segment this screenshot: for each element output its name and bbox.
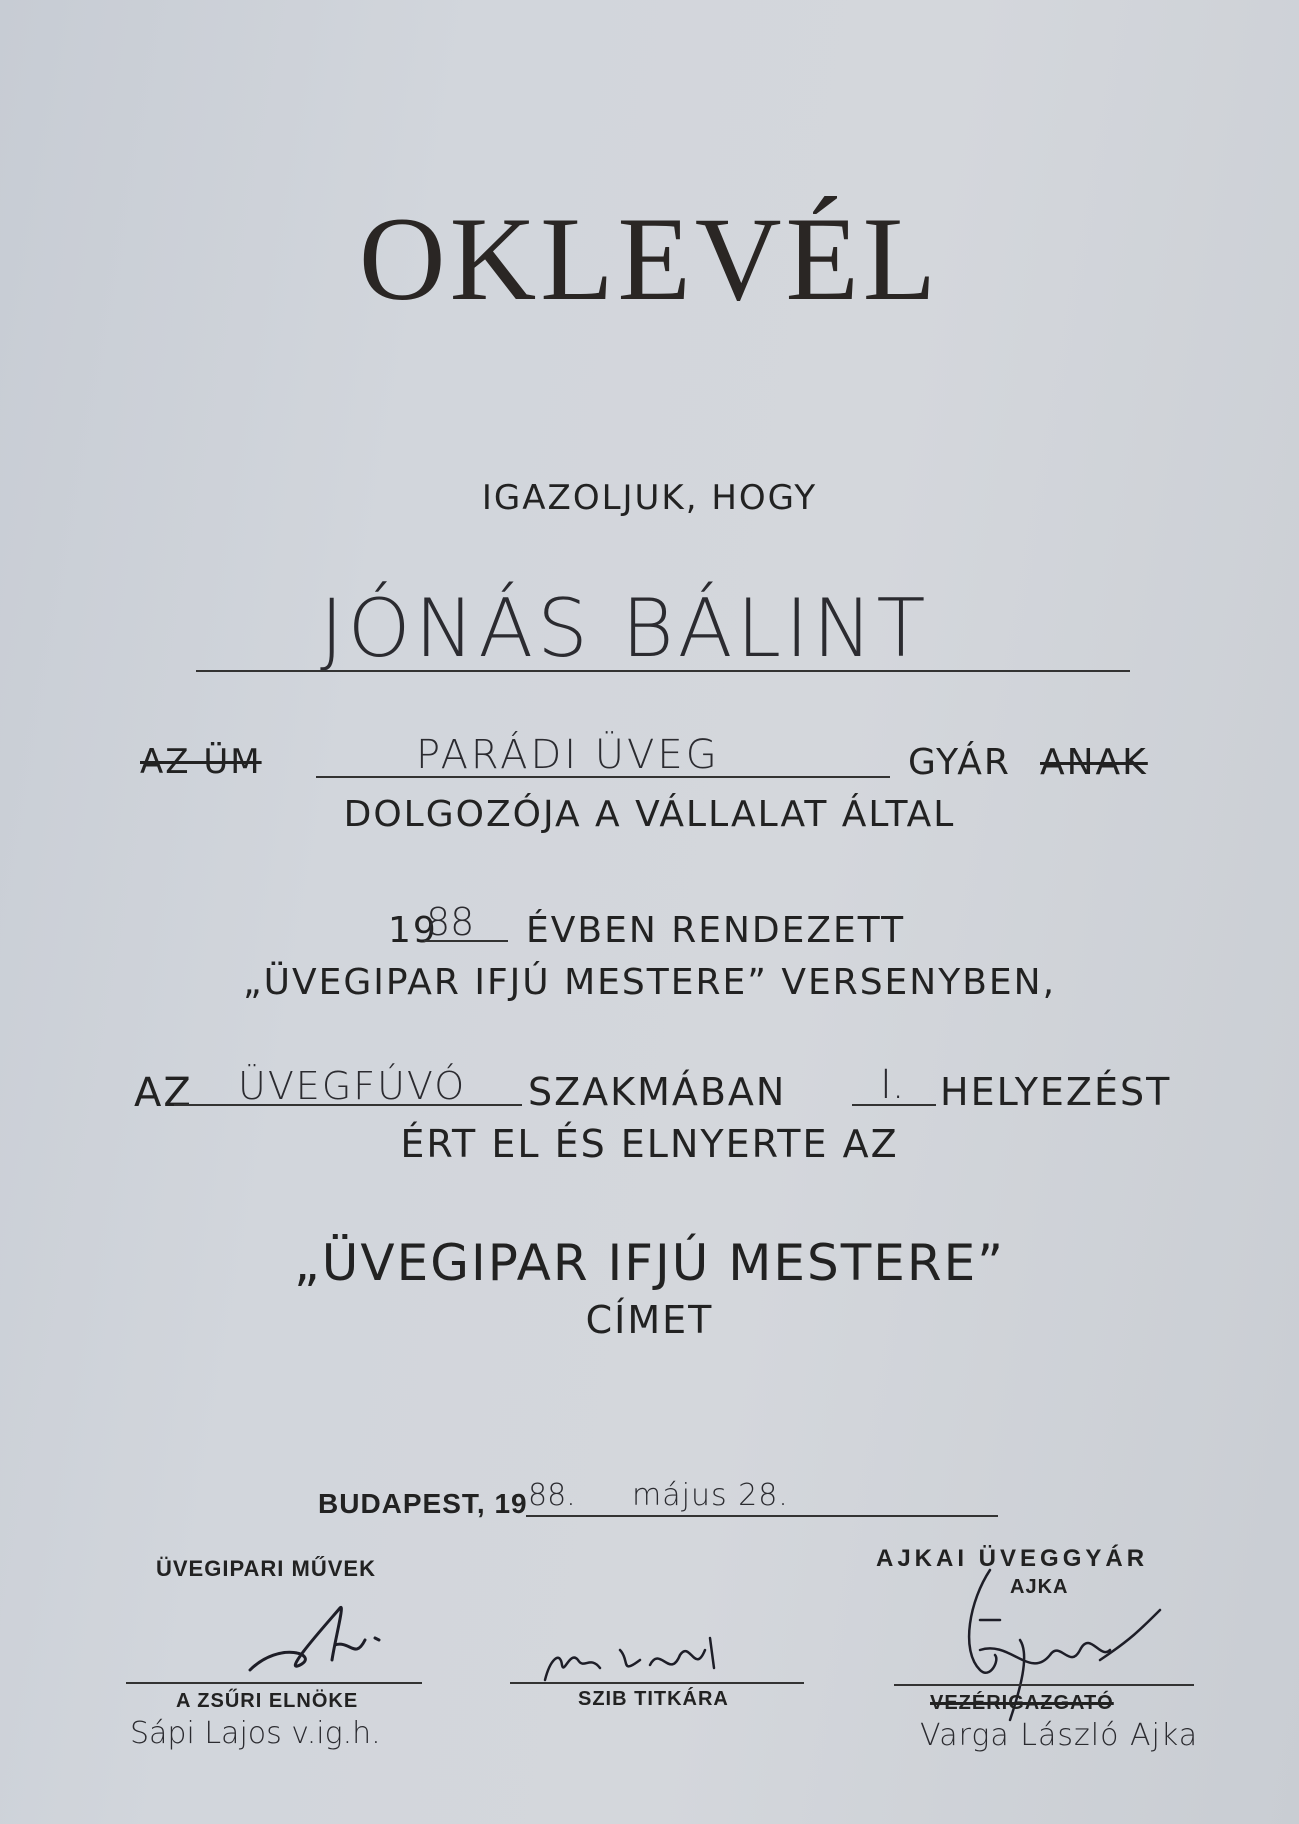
date-underline xyxy=(526,1515,998,1517)
page-title: OKLEVÉL xyxy=(358,192,941,325)
signature-line-3 xyxy=(894,1684,1194,1686)
workplace-suffix: GYÁR xyxy=(908,742,1011,783)
role-director: VEZÉRIGAZGATÓ xyxy=(930,1692,1114,1714)
intro-text: IGAZOLJUK, HOGY xyxy=(481,478,818,518)
award-title: „ÜVEGIPAR IFJÚ MESTERE” xyxy=(293,1234,1006,1292)
typed-name-director: Varga László Ajka xyxy=(920,1718,1199,1753)
year-prefix: 19 xyxy=(388,910,438,951)
won-line: ÉRT EL ÉS ELNYERTE AZ xyxy=(400,1122,899,1166)
employee-line: DOLGOZÓJA A VÁLLALAT ÁLTAL xyxy=(343,794,956,835)
place-underline xyxy=(852,1104,936,1106)
name-underline xyxy=(196,670,1130,672)
role-jury-president: A ZSŰRI ELNÖKE xyxy=(176,1690,359,1712)
date-place: BUDAPEST, 19 xyxy=(318,1488,528,1519)
award-word: CÍMET xyxy=(585,1298,714,1342)
recipient-name: JÓNÁS BÁLINT xyxy=(320,582,930,675)
struck-prefix: AZ ÜM xyxy=(140,742,262,782)
year-filled: 88 xyxy=(426,900,475,944)
year-text: ÉVBEN RENDEZETT xyxy=(526,910,906,951)
date-year-filled: 88. xyxy=(528,1478,576,1513)
place-suffix: HELYEZÉST xyxy=(940,1070,1172,1114)
right-organization-city: AJKA xyxy=(1010,1576,1069,1598)
role-secretary: SZIB TITKÁRA xyxy=(578,1688,729,1710)
trade-prefix: AZ xyxy=(134,1070,193,1116)
workplace-filled: PARÁDI ÜVEG xyxy=(416,732,720,778)
struck-suffix: ANAK xyxy=(1040,742,1148,783)
right-organization: AJKAI ÜVEGGYÁR xyxy=(876,1545,1149,1572)
signature-secretary xyxy=(540,1630,740,1690)
signature-line-1 xyxy=(126,1682,422,1684)
typed-name-jury-president: Sápi Lajos v.ig.h. xyxy=(130,1716,381,1751)
signature-jury-president xyxy=(240,1600,420,1680)
signature-line-2 xyxy=(510,1682,804,1684)
date-filled: május 28. xyxy=(632,1478,789,1513)
year-underline xyxy=(424,940,508,942)
trade-mid: SZAKMÁBAN xyxy=(528,1070,787,1114)
left-organization: ÜVEGIPARI MŰVEK xyxy=(156,1556,376,1581)
competition-line: „ÜVEGIPAR IFJÚ MESTERE” VERSENYBEN, xyxy=(242,962,1057,1003)
place-filled: I. xyxy=(880,1062,905,1108)
trade-filled: ÜVEGFÚVÓ xyxy=(238,1064,467,1108)
trade-underline xyxy=(174,1104,522,1106)
